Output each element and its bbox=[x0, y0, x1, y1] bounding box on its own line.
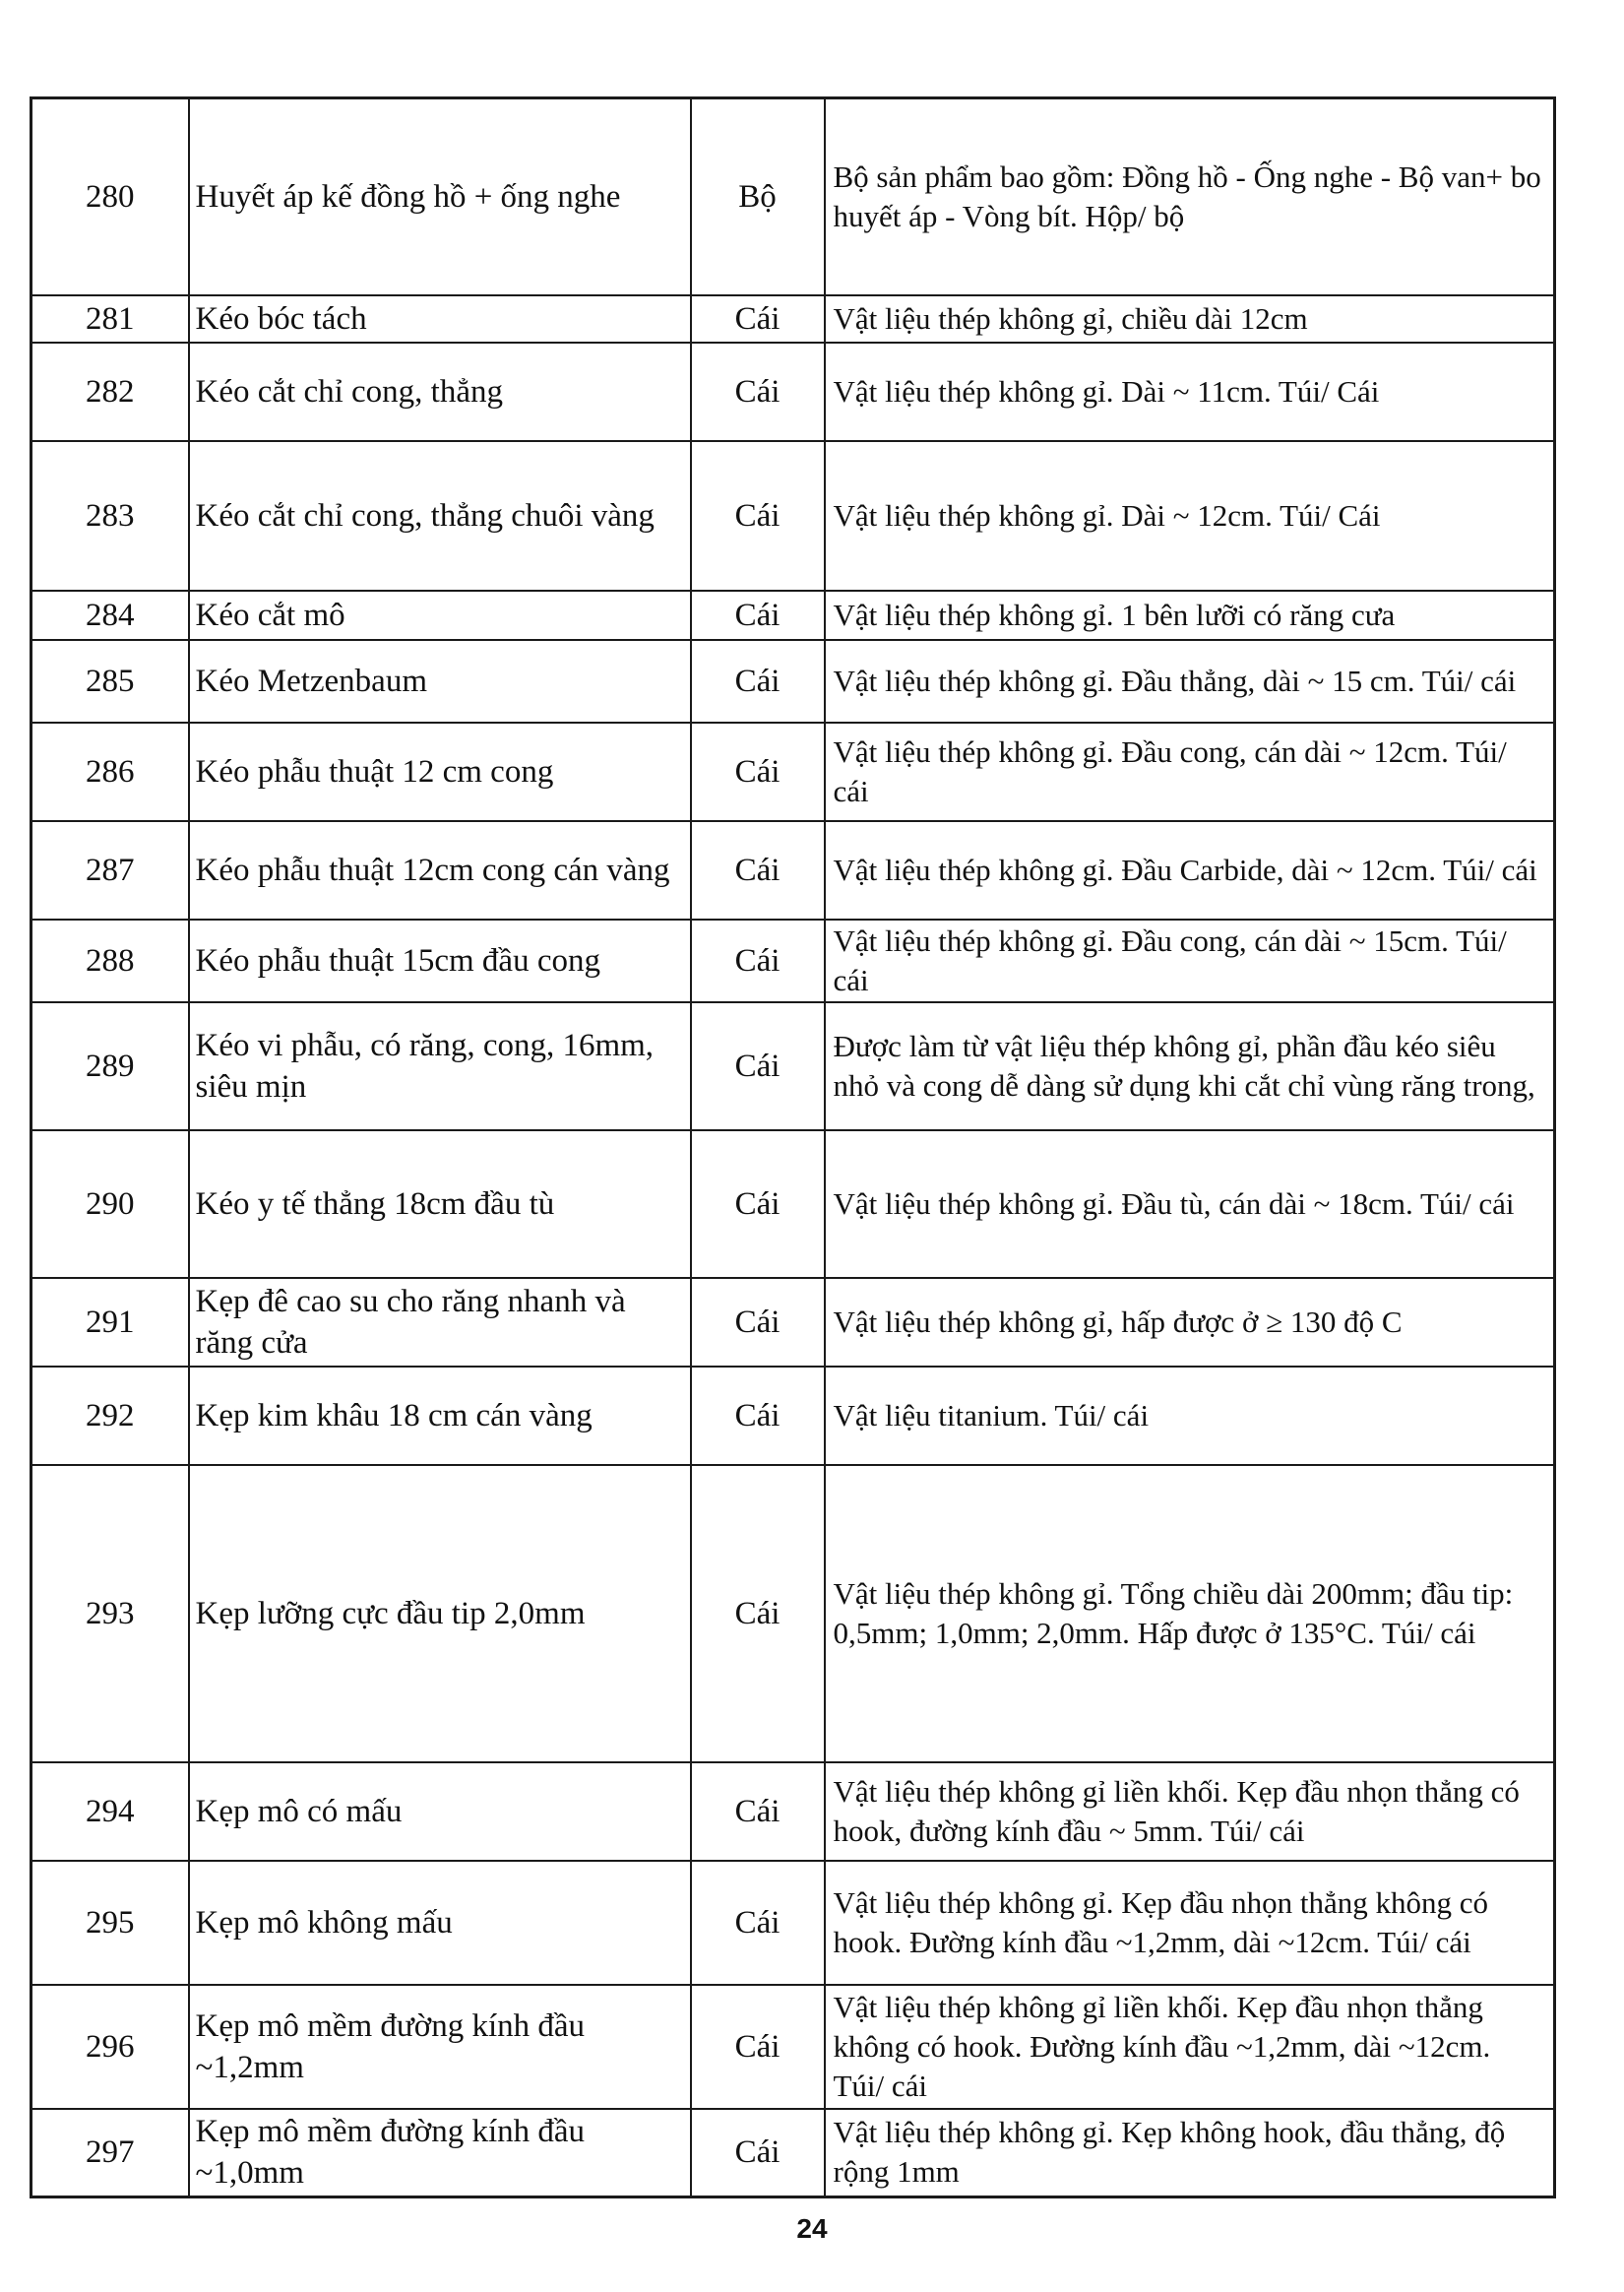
item-description: Vật liệu thép không gỉ, chiều dài 12cm bbox=[825, 295, 1555, 343]
table-row bbox=[31, 1130, 1555, 1278]
item-unit: Cái bbox=[691, 723, 825, 821]
table-row bbox=[31, 1367, 1555, 1465]
table-row bbox=[31, 723, 1555, 821]
item-name: Kéo y tế thẳng 18cm đầu tù bbox=[189, 1130, 691, 1278]
item-description: Vật liệu thép không gỉ. Đầu cong, cán dài ~ 12cm. Túi/ cái bbox=[825, 723, 1555, 821]
item-name: Kéo cắt chỉ cong, thẳng chuôi vàng bbox=[189, 441, 691, 591]
table-row bbox=[31, 295, 1555, 343]
row-number: 287 bbox=[31, 821, 189, 920]
table-row bbox=[31, 1985, 1555, 2109]
item-name: Kẹp đê cao su cho răng nhanh và răng cửa bbox=[189, 1278, 691, 1367]
item-unit: Cái bbox=[691, 1278, 825, 1367]
item-unit: Cái bbox=[691, 2109, 825, 2197]
item-name: Kéo Metzenbaum bbox=[189, 640, 691, 723]
item-name: Kẹp mô mềm đường kính đầu ~1,2mm bbox=[189, 1985, 691, 2109]
item-description: Vật liệu thép không gỉ. Kẹp đầu nhọn thẳng không có hook. Đường kính đầu ~1,2mm, dài ~12cm. Túi/ cái bbox=[825, 1861, 1555, 1985]
item-description: Vật liệu thép không gỉ. Đầu Carbide, dài ~ 12cm. Túi/ cái bbox=[825, 821, 1555, 920]
item-unit: Cái bbox=[691, 1130, 825, 1278]
item-unit: Cái bbox=[691, 1762, 825, 1861]
row-number: 295 bbox=[31, 1861, 189, 1985]
item-unit: Cái bbox=[691, 591, 825, 640]
row-number: 290 bbox=[31, 1130, 189, 1278]
row-number: 289 bbox=[31, 1002, 189, 1130]
item-unit: Bộ bbox=[691, 98, 825, 295]
item-unit: Cái bbox=[691, 1985, 825, 2109]
item-name: Kéo phẫu thuật 15cm đầu cong bbox=[189, 920, 691, 1002]
item-unit: Cái bbox=[691, 1002, 825, 1130]
item-name: Kẹp mô mềm đường kính đầu ~1,0mm bbox=[189, 2109, 691, 2197]
table-row bbox=[31, 98, 1555, 295]
item-description: Bộ sản phẩm bao gồm: Đồng hồ - Ống nghe - Bộ van+ bo huyết áp - Vòng bít. Hộp/ bộ bbox=[825, 98, 1555, 295]
table-row bbox=[31, 640, 1555, 723]
item-name: Kéo cắt chỉ cong, thẳng bbox=[189, 343, 691, 441]
item-description: Vật liệu thép không gỉ liền khối. Kẹp đầu nhọn thẳng có hook, đường kính đầu ~ 5mm. Túi/ cái bbox=[825, 1762, 1555, 1861]
table-row bbox=[31, 821, 1555, 920]
item-description: Vật liệu thép không gỉ liền khối. Kẹp đầu nhọn thẳng không có hook. Đường kính đầu ~1,2mm, dài ~12cm. Túi/ cái bbox=[825, 1985, 1555, 2109]
row-number: 294 bbox=[31, 1762, 189, 1861]
item-unit: Cái bbox=[691, 1861, 825, 1985]
item-name: Huyết áp kế đồng hồ + ống nghe bbox=[189, 98, 691, 295]
row-number: 285 bbox=[31, 640, 189, 723]
item-name: Kéo phẫu thuật 12cm cong cán vàng bbox=[189, 821, 691, 920]
item-unit: Cái bbox=[691, 640, 825, 723]
row-number: 283 bbox=[31, 441, 189, 591]
item-name: Kéo cắt mô bbox=[189, 591, 691, 640]
item-description: Vật liệu thép không gỉ. Dài ~ 11cm. Túi/ Cái bbox=[825, 343, 1555, 441]
item-description: Vật liệu thép không gỉ. Đầu thẳng, dài ~ 15 cm. Túi/ cái bbox=[825, 640, 1555, 723]
row-number: 293 bbox=[31, 1465, 189, 1762]
item-unit: Cái bbox=[691, 920, 825, 1002]
item-name: Kéo phẫu thuật 12 cm cong bbox=[189, 723, 691, 821]
item-unit: Cái bbox=[691, 821, 825, 920]
item-name: Kéo vi phẫu, có răng, cong, 16mm, siêu mịn bbox=[189, 1002, 691, 1130]
table-row bbox=[31, 1861, 1555, 1985]
row-number: 280 bbox=[31, 98, 189, 295]
row-number: 284 bbox=[31, 591, 189, 640]
item-unit: Cái bbox=[691, 1367, 825, 1465]
item-description: Vật liệu thép không gỉ. Đầu cong, cán dài ~ 15cm. Túi/ cái bbox=[825, 920, 1555, 1002]
item-unit: Cái bbox=[691, 441, 825, 591]
table-row bbox=[31, 343, 1555, 441]
table-row bbox=[31, 1002, 1555, 1130]
table-row bbox=[31, 920, 1555, 1002]
equipment-table bbox=[30, 96, 1556, 2198]
item-unit: Cái bbox=[691, 295, 825, 343]
table-row bbox=[31, 2109, 1555, 2197]
item-name: Kẹp mô có mấu bbox=[189, 1762, 691, 1861]
page-number: 24 bbox=[796, 2213, 828, 2244]
item-description: Vật liệu thép không gỉ, hấp được ở ≥ 130 độ C bbox=[825, 1278, 1555, 1367]
item-description: Vật liệu thép không gỉ. Dài ~ 12cm. Túi/ Cái bbox=[825, 441, 1555, 591]
table-row bbox=[31, 591, 1555, 640]
item-name: Kéo bóc tách bbox=[189, 295, 691, 343]
table-row bbox=[31, 441, 1555, 591]
row-number: 296 bbox=[31, 1985, 189, 2109]
item-name: Kẹp kim khâu 18 cm cán vàng bbox=[189, 1367, 691, 1465]
item-description: Vật liệu thép không gỉ. Đầu tù, cán dài ~ 18cm. Túi/ cái bbox=[825, 1130, 1555, 1278]
item-name: Kẹp lưỡng cực đầu tip 2,0mm bbox=[189, 1465, 691, 1762]
table-row bbox=[31, 1465, 1555, 1762]
row-number: 297 bbox=[31, 2109, 189, 2197]
item-description: Vật liệu titanium. Túi/ cái bbox=[825, 1367, 1555, 1465]
row-number: 282 bbox=[31, 343, 189, 441]
row-number: 291 bbox=[31, 1278, 189, 1367]
item-unit: Cái bbox=[691, 343, 825, 441]
table-row bbox=[31, 1278, 1555, 1367]
row-number: 292 bbox=[31, 1367, 189, 1465]
item-description: Vật liệu thép không gỉ. Tổng chiều dài 200mm; đầu tip: 0,5mm; 1,0mm; 2,0mm. Hấp được ở 135°C. Túi/ cái bbox=[825, 1465, 1555, 1762]
item-description: Vật liệu thép không gỉ. Kẹp không hook, đầu thẳng, độ rộng 1mm bbox=[825, 2109, 1555, 2197]
item-unit: Cái bbox=[691, 1465, 825, 1762]
item-description: Được làm từ vật liệu thép không gỉ, phần đầu kéo siêu nhỏ và cong dễ dàng sử dụng khi cắt chỉ vùng răng trong, bbox=[825, 1002, 1555, 1130]
item-name: Kẹp mô không mấu bbox=[189, 1861, 691, 1985]
table-row bbox=[31, 1762, 1555, 1861]
row-number: 288 bbox=[31, 920, 189, 1002]
row-number: 281 bbox=[31, 295, 189, 343]
row-number: 286 bbox=[31, 723, 189, 821]
item-description: Vật liệu thép không gỉ. 1 bên lưỡi có răng cưa bbox=[825, 591, 1555, 640]
